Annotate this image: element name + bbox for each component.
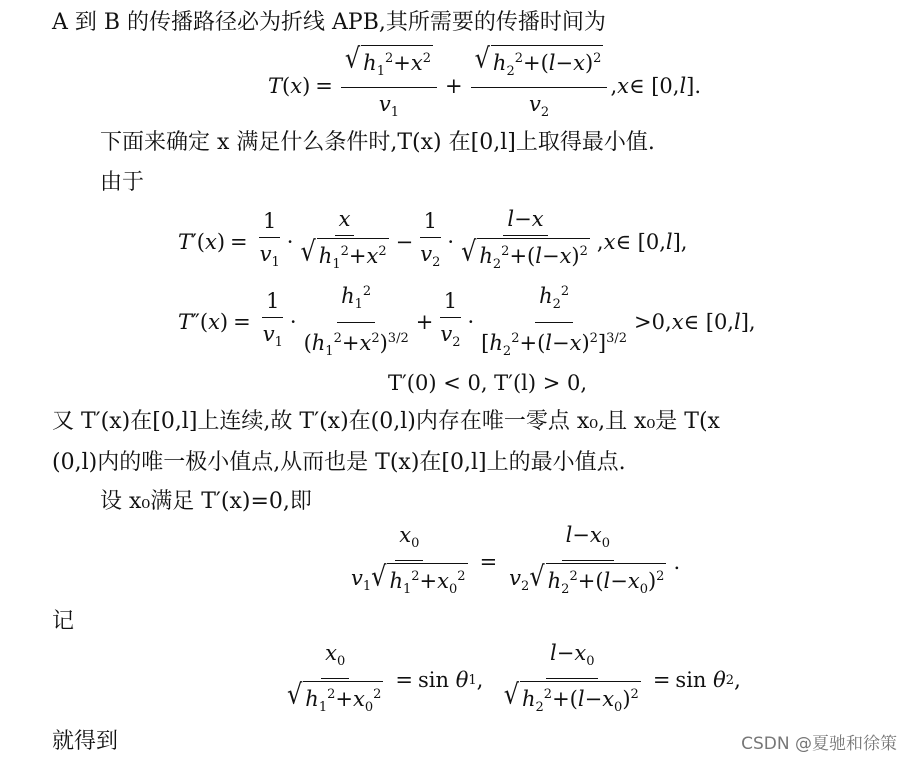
paragraph-determine-x: 下面来确定 x 满足什么条件时,T(x) 在[0,l]上取得最小值. (100, 130, 655, 155)
paragraph-thus-obtain: 就得到 (52, 729, 119, 754)
equation-x0-condition: $x_0$ $v_1$ √ $h_1^2+x_0^2$ = $l-x_0$ $v_2$ √ $h_2^2+(l-x_0)^2$ . (344, 524, 680, 600)
csdn-watermark: CSDN @夏驰和徐策 (741, 734, 897, 754)
paragraph-continuity: 又 T′(x)在[0,l]上连续,故 T′(x)在(0,l)内存在唯一零点 x₀,且 x₀是 T(x (52, 409, 720, 434)
paragraph-let-x0: 设 x₀满足 T′(x)=0,即 (100, 489, 312, 514)
equation-endpoint-signs: T′(0) < 0, T′(l) > 0, (388, 371, 588, 395)
equation-travel-time: T ( x ) = √ $h_1^2+x^2$ $v_1$ + √ $h_2^2+(l-x)^2$ $v_2$ , x ∈ [0, l ]. (268, 41, 702, 121)
paragraph-denote: 记 (52, 609, 75, 634)
equation-sine-relations: $x_0$ √ $h_1^2+x_0^2$ = sin θ 1 , $l-x_0$ √ $h_2^2+(l-x_0)^2$ = sin θ 2 , (280, 640, 741, 720)
equation-second-derivative: T ″( x ) = $\frac{1}{v_1}$ · $\frac{h_1^2}{(h_1^2+x^2)^{3/2}}$ + $\frac{1}{v_2}$ · $\frac{h_2^2}{[h_2^2+(l-x)^2]^{3/2}}$ >0, x ∈ [0, l ], (178, 284, 756, 360)
paragraph-propagation-path: A 到 B 的传播路径必为折线 APB,其所需要的传播时间为 (52, 10, 606, 35)
equation-first-derivative: T ′( x ) = $\frac{1}{v_1}$ · x √ $h_1^2+x^2$ − $\frac{1}{v_2}$ · l−x √ $h_2^2+(l-x)^2$ , x ∈ [0, l ], (178, 205, 687, 279)
paragraph-because: 由于 (100, 170, 145, 195)
paragraph-minimum-point: (0,l)内的唯一极小值点,从而也是 T(x)在[0,l]上的最小值点. (52, 450, 626, 475)
